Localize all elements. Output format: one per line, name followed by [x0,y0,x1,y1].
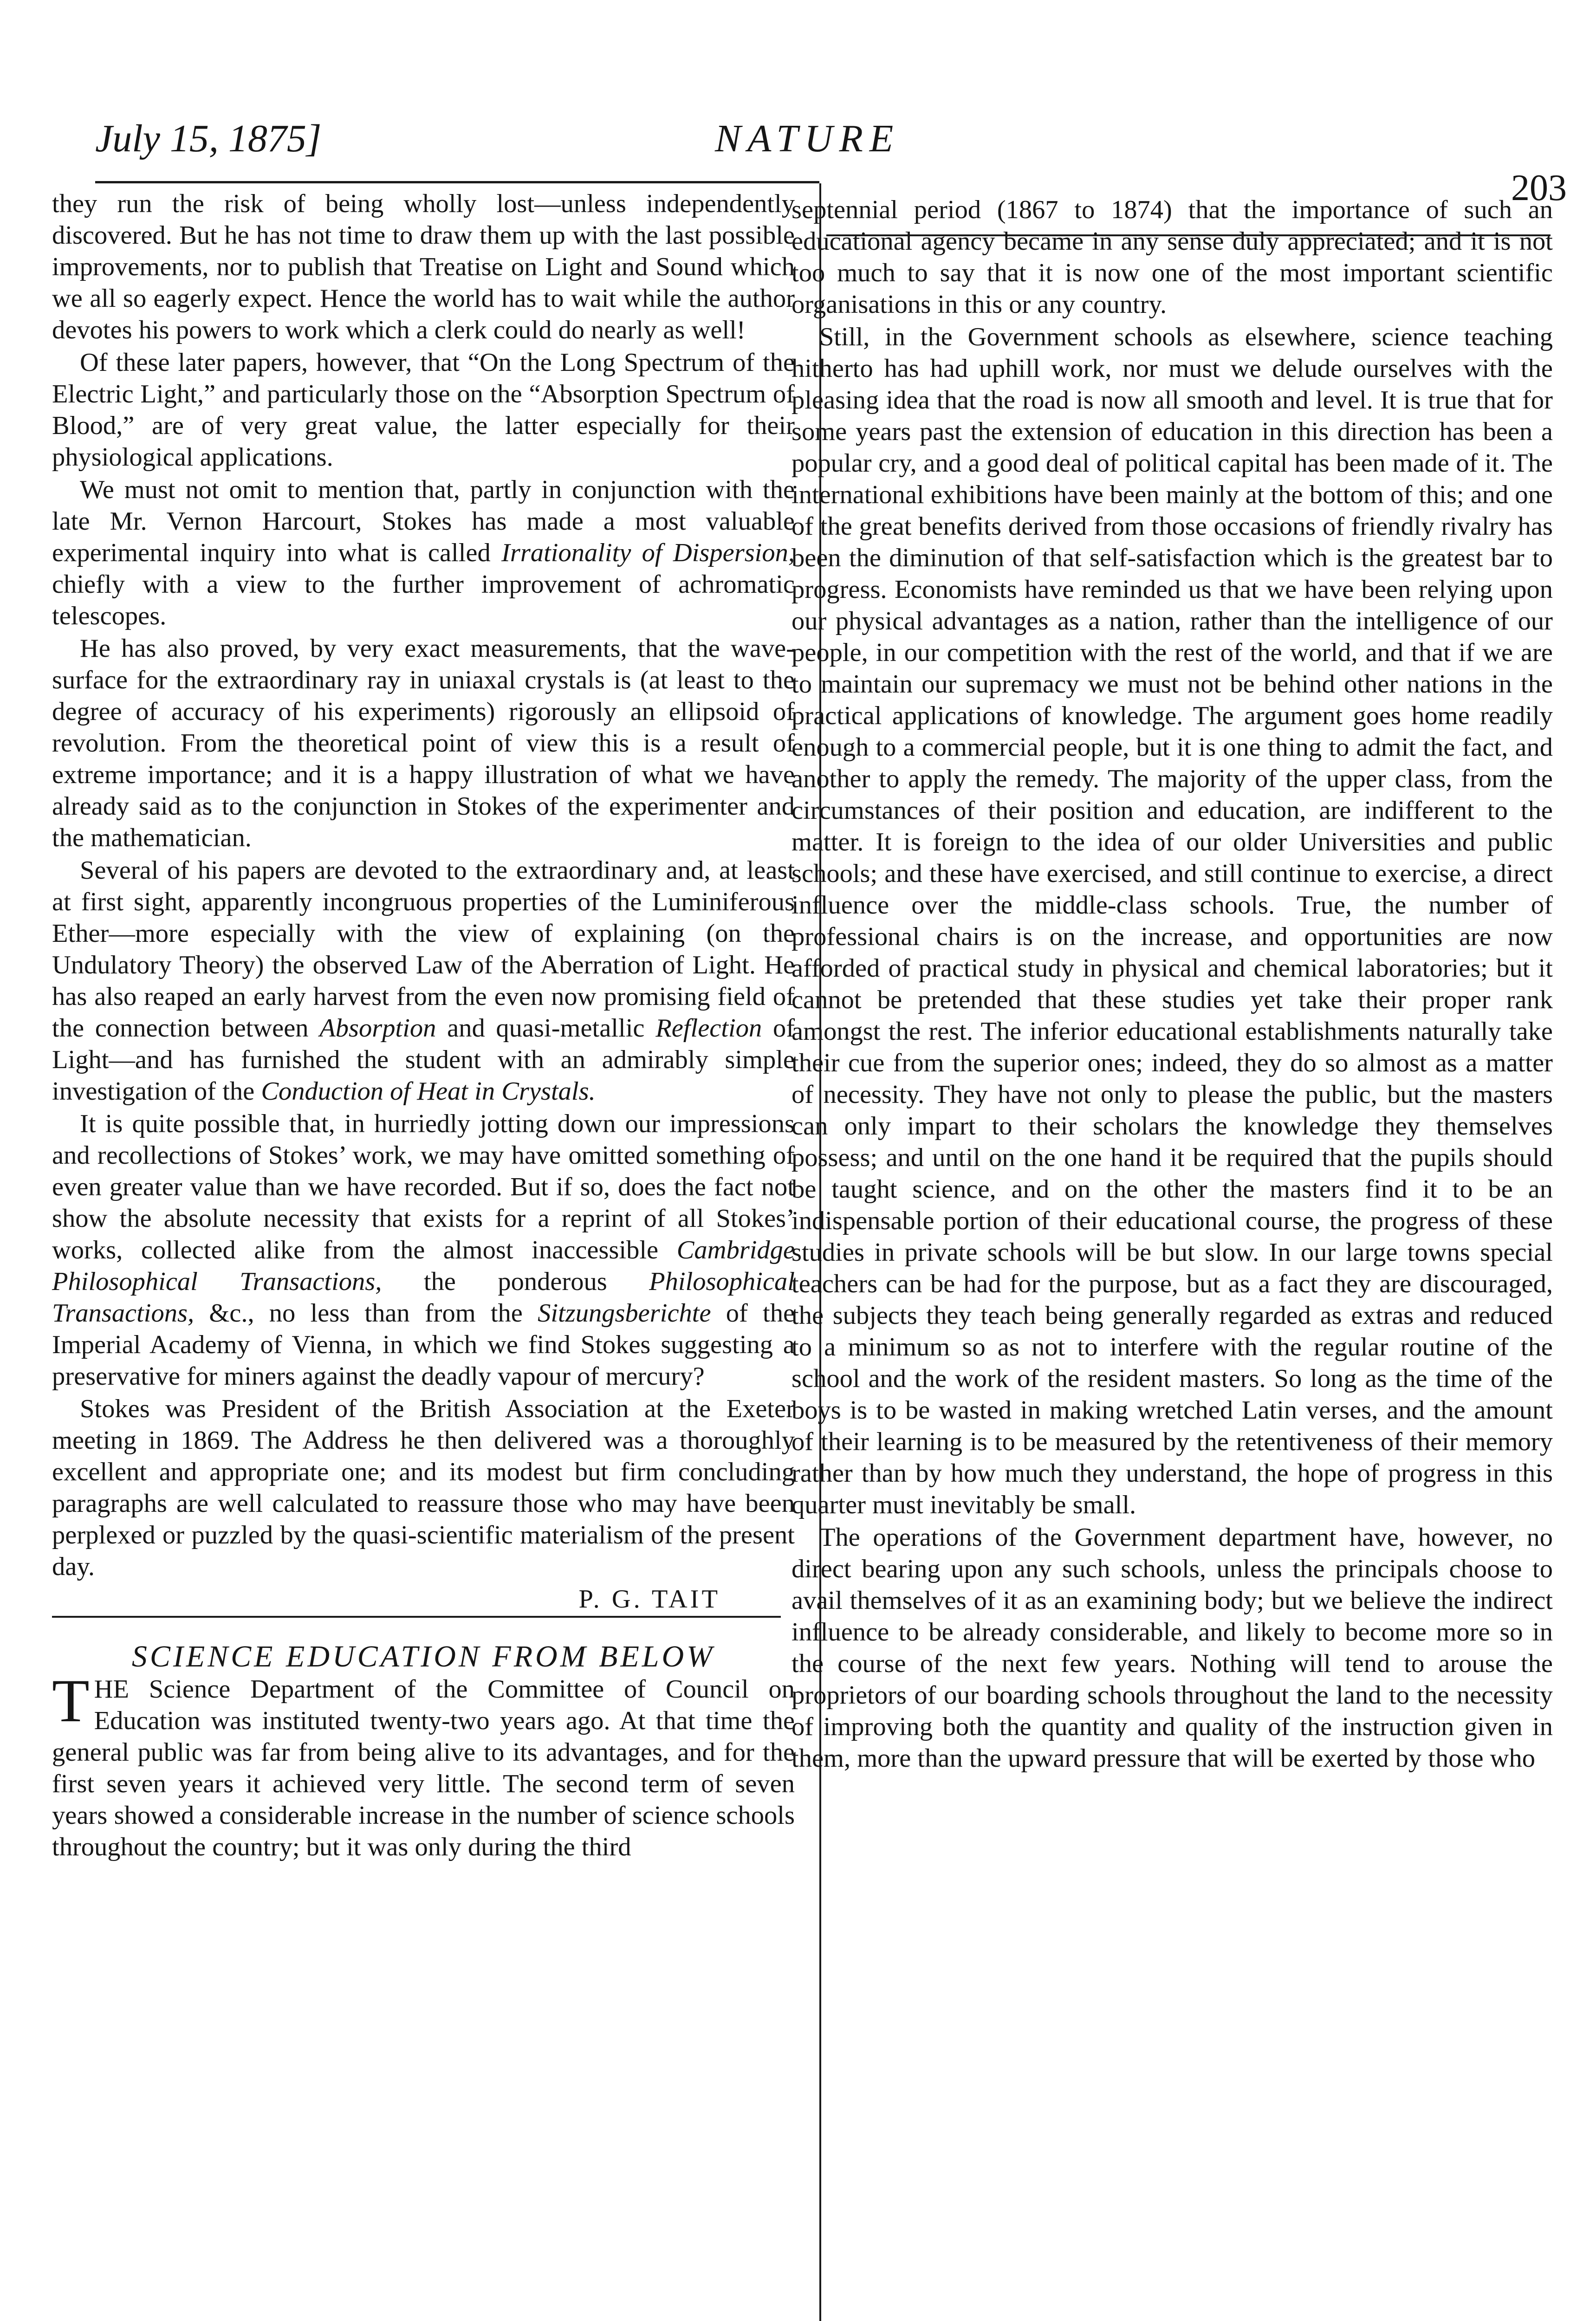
paragraph: It is quite possible that, in hurriedly jotting down our impressions and recollections of Stokes’ work, we may have omitted something of even greater value than we have recorded. But if so, does the fact not show the absolute necessity that exists for a reprint of all Stokes’ works, collected alike from the almost inaccessible Cambridge Philosophical Transactions, the ponderous Philosophical Transactions, &c., no less than from the Sitzungsberichte of the Imperial Academy of Vienna, in which we find Stokes suggesting a preservative for miners against the deadly vapour of mercury? [52,1109,795,1391]
header-rule-left [95,181,819,183]
paragraph: THE Science Department of the Committee of Council on Education was instituted twenty-two years ago. At that time the general public was far from being alive to its advantages, and for the first seven years it achieved very little. The second term of seven years showed a considerable increase in the number of science schools throughout the country; but it was only during the third [52,1666,795,1861]
paragraph: septennial period (1867 to 1874) that the importance of such an educational agency became in any sense duly appreciated; and it is not too much to say that it is now one of the most important scientific organisations in this or any country. [792,195,1553,319]
right-column [792,194,1553,1775]
issue-date: July 15, 1875] [95,117,322,160]
paragraph: they run the risk of being wholly lost—unless independently discovered. But he has not time to draw them up with the last possible improvements, nor to publish that Treatise on Light and Sound which we all so eagerly expect. Hence the world has to wait while the author devotes his powers to work which a clerk could do nearly as well! [52,189,795,344]
page-number: 203 [1511,168,1567,208]
left-column [52,188,795,1864]
paragraph: Of these later papers, however, that “On the Long Spectrum of the Electric Light,” and particularly those on the “Absorption Spectrum of Blood,” are of very great value, the latter especially for their physiological applications. [52,348,795,472]
drop-cap: T [52,1666,90,1735]
paragraph: We must not omit to mention that, partly in conjunction with the late Mr. Vernon Harcourt, Stokes has made a most valuable experimental inquiry into what is called Irrationality of Dispersion, chiefly with a view to the further improvement of achromatic telescopes. [52,475,795,630]
paragraph: The operations of the Government department have, however, no direct bearing upon any such schools, unless the principals choose to avail themselves of it as an examining body; but we believe the indirect influence to be already considerable, and likely to become more so in the course of the next few years. Nothing will tend to arouse the proprietors of our boarding schools throughout the land to the necessity of improving both the quantity and quality of the instruction given in them, more than the upward pressure that will be exerted by those who [792,1523,1553,1773]
paragraph: He has also proved, by very exact measurements, that the wave-surface for the extraordinary ray in uniaxal crystals is (at least to the degree of accuracy of his experiments) rigorously an ellipsoid of revolution. From the theoretical point of view this is a result of extreme importance; and it is a happy illustration of what we have already said as to the conjunction in Stokes of the experimenter and the mathematician. [52,634,795,852]
paragraph: Stokes was President of the British Association at the Exeter meeting in 1869. The Address he then delivered was a thoroughly excellent and appropriate one; and its modest but firm concluding paragraphs are well calculated to reassure those who may have been perplexed or puzzled by the quasi-scientific materialism of the present day. [52,1394,795,1581]
paragraph: Still, in the Government schools as elsewhere, science teaching hitherto has had uphill work, nor must we delude ourselves with the pleasing idea that the road is now all smooth and level. It is true that for some years past the extension of education in this direction has been a popular cry, and a good deal of political capital has been made of it. The international exhibitions have been mainly at the bottom of this; and one of the great benefits derived from those occasions of friendly rivalry has been the diminution of that self-satisfaction which is the greatest bar to progress. Economists have reminded us that we have been relying upon our physical advantages as a nation, rather than the intelligence of our people, in our competition with the rest of the world, and that if we are to maintain our supremacy we must not be behind other nations in the practical applications of knowledge. The argument goes home readily enough to a commercial people, but it is one thing to admit the fact, and another to apply the remedy. The majority of the upper class, from the circumstances of their position and education, are indifferent to the matter. It is foreign to the idea of our older Universities and public schools; and these have exercised, and still continue to exercise, a direct influence over the middle-class schools. True, the number of professional chairs is on the increase, and opportunities are now afforded of practical study in physical and chemical laboratories; but it cannot be pretended that these studies yet take their proper rank amongst the rest. The inferior educational establishments naturally take their cue from the superior ones; indeed, they do so almost as a matter of necessity. They have not only to please the public, but the masters can only impart to their scholars the knowledge they themselves possess; and until on the one hand it be required that the pupils should be taught science, and on the other the masters find it to be an indispensable portion of their educational course, the progress of these studies in private schools will be but slow. In our large towns special teachers can be had for the purpose, but as a fact they are discouraged, the subjects they teach being generally regarded as extras and reduced to a minimum so as not to interfere with the regular routine of the school and the work of the resident masters. So long as the time of the boys is to be wasted in making wretched Latin verses, and the amount of their learning is to be measured by the retentiveness of their memory rather than by how much they understand, the hope of progress in this quarter must inevitably be small. [792,323,1553,1519]
article-title: SCIENCE EDUCATION FROM BELOW [131,1640,715,1673]
page-header [0,107,1596,208]
paragraph: Several of his papers are devoted to the extraordinary and, at least at first sight, apparently incongruous properties of the Luminiferous Ether—more especially with the view of explaining (on the Undulatory Theory) the observed Law of the Aberration of Light. He has also reaped an early harvest from the even now promising field of the connection between Absorption and quasi-metallic Reflection of Light—and has furnished the student with an admirably simple investigation of the Conduction of Heat in Crystals. [52,856,795,1106]
article-separator [52,1616,781,1618]
author-signature: P. G. TAIT [578,1585,720,1614]
journal-title: NATURE [715,117,900,160]
